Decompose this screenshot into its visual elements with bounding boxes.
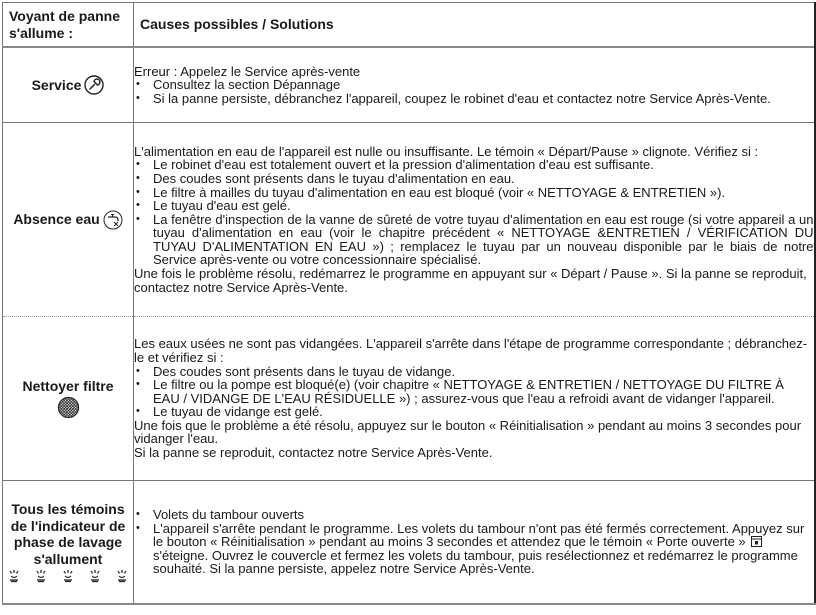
solution-outro: Une fois le problème résolu, redémarrez le programme en appuyant sur « Départ / Pause ». Si la panne se reproduit, contactez notre Service Après-Vente. xyxy=(134,266,807,295)
list-item-text: « Porte ouverte » xyxy=(645,534,746,550)
table-row xyxy=(3,317,815,481)
solution-cell xyxy=(134,481,815,605)
phase-lamp-icon xyxy=(115,569,129,583)
list-item: • La fenêtre d'inspection de la vanne de sûreté de votre tuyau d'alimentation en eau est rouge (si votre appareil a un tuyau d'alimentation en eau (voir le chapitre précédent « NETTOYAGE &ENTRETIEN / VÉRIFICATION DU TUYAU D'ALIMENTATION EN EAU ») ; remplacez le tuyau par un nouveau disponible par le biais de notre Service après-vente ou votre concessionnaire spécialisé. xyxy=(134,213,814,267)
wrench-circle-icon xyxy=(84,75,104,95)
table-header-row xyxy=(3,3,815,48)
door-lock-icon xyxy=(751,536,762,547)
solution-outro: Une fois que le problème a été résolu, appuyez sur le bouton « Réinitialisation » pendant au moins 3 secondes pour vidanger l'eau. xyxy=(134,417,802,447)
solution-intro: Les eaux usées ne sont pas vidangées. L'appareil s'arrête dans l'étape de programme correspondante ; débranchez-le et vérifiez si : xyxy=(134,336,808,365)
indicator-cell xyxy=(3,47,134,123)
phase-lamp-icon xyxy=(7,569,21,583)
phase-lamp-icon xyxy=(88,569,102,583)
phase-lamp-icon xyxy=(61,569,75,583)
indicator-cell xyxy=(3,481,134,605)
table-row xyxy=(3,481,815,605)
solution-list xyxy=(134,508,814,576)
list-item-text: s'éteigne. Ouvrez le couvercle et fermez les volets du tambour, puis resélectionnez et redémarrez le programme souhaité. Si la panne persiste, appelez notre Service Après-Vente. xyxy=(153,547,798,577)
solution-list xyxy=(134,78,814,105)
header-indicator: Voyant de panne s'allume : xyxy=(3,3,134,48)
list-item: • Le tuyau de vidange est gelé. xyxy=(134,405,814,419)
list-item: • Volets du tambour ouverts xyxy=(134,508,814,522)
indicator-cell xyxy=(3,317,134,481)
solution-intro: Erreur : Appelez le Service après-vente xyxy=(134,63,361,79)
indicator-cell xyxy=(3,123,134,317)
no-water-tap-icon xyxy=(103,210,123,230)
list-item: • Le robinet d'eau est totalement ouvert et la pression d'alimentation d'eau est suffisante. xyxy=(134,158,814,172)
phase-lamp-icon xyxy=(34,569,48,583)
list-item: • Le filtre ou la pompe est bloqué(e) (voir chapitre « NETTOYAGE & ENTRETIEN / NETTOYAGE DU FILTRE À EAU / VIDANGE DE L'EAU RÉSIDUELLE ») ; assurez-vous que l'eau a refroidi avant de vidanger l'appareil. xyxy=(134,378,814,405)
list-item: • Consultez la section Dépannage xyxy=(134,78,814,92)
solution-outro-secondary: Si la panne se reproduit, contactez notre Service Après-Vente. xyxy=(134,445,493,461)
indicator-label: Tous les témoins de l'indicateur de phase de lavage s'allument xyxy=(10,501,126,567)
solution-list xyxy=(134,158,814,267)
list-item: • Le filtre à mailles du tuyau d'alimentation en eau est bloqué (voir « NETTOYAGE & ENTRETIEN »). xyxy=(134,186,814,200)
list-item: • Le tuyau d'eau est gelé. xyxy=(134,199,814,213)
phase-lamps-group xyxy=(3,567,133,583)
list-item-text: L'appareil s'arrête pendant le programme. Les volets du tambour n'ont pas été fermés correctement. Appuyez sur le bouton « Réinitialisation » pendant au moins 3 secondes et attendez que le témoin xyxy=(153,520,805,550)
solution-cell xyxy=(134,317,815,481)
indicator-label: Service xyxy=(31,76,82,93)
troubleshooting-table xyxy=(2,2,816,605)
solution-list xyxy=(134,365,814,419)
list-item: • Si la panne persiste, débranchez l'appareil, coupez le robinet d'eau et contactez notre Service Après-Vente. xyxy=(134,92,814,106)
table-row xyxy=(3,123,815,317)
list-item xyxy=(134,522,814,576)
solution-intro: L'alimentation en eau de l'appareil est nulle ou insuffisante. Le témoin « Départ/Pause » clignote. Vérifiez si : xyxy=(134,143,759,159)
solution-cell xyxy=(134,123,815,317)
troubleshooting-document xyxy=(2,2,814,605)
solution-cell xyxy=(134,47,815,123)
indicator-label: Absence eau xyxy=(13,211,100,228)
indicator-label: Nettoyer filtre xyxy=(22,377,114,394)
list-item: • Des coudes sont présents dans le tuyau d'alimentation en eau. xyxy=(134,172,814,186)
header-causes-solutions: Causes possibles / Solutions xyxy=(134,3,815,48)
list-item: • Des coudes sont présents dans le tuyau de vidange. xyxy=(134,365,814,379)
table-row xyxy=(3,47,815,123)
filter-mesh-icon xyxy=(57,396,80,419)
